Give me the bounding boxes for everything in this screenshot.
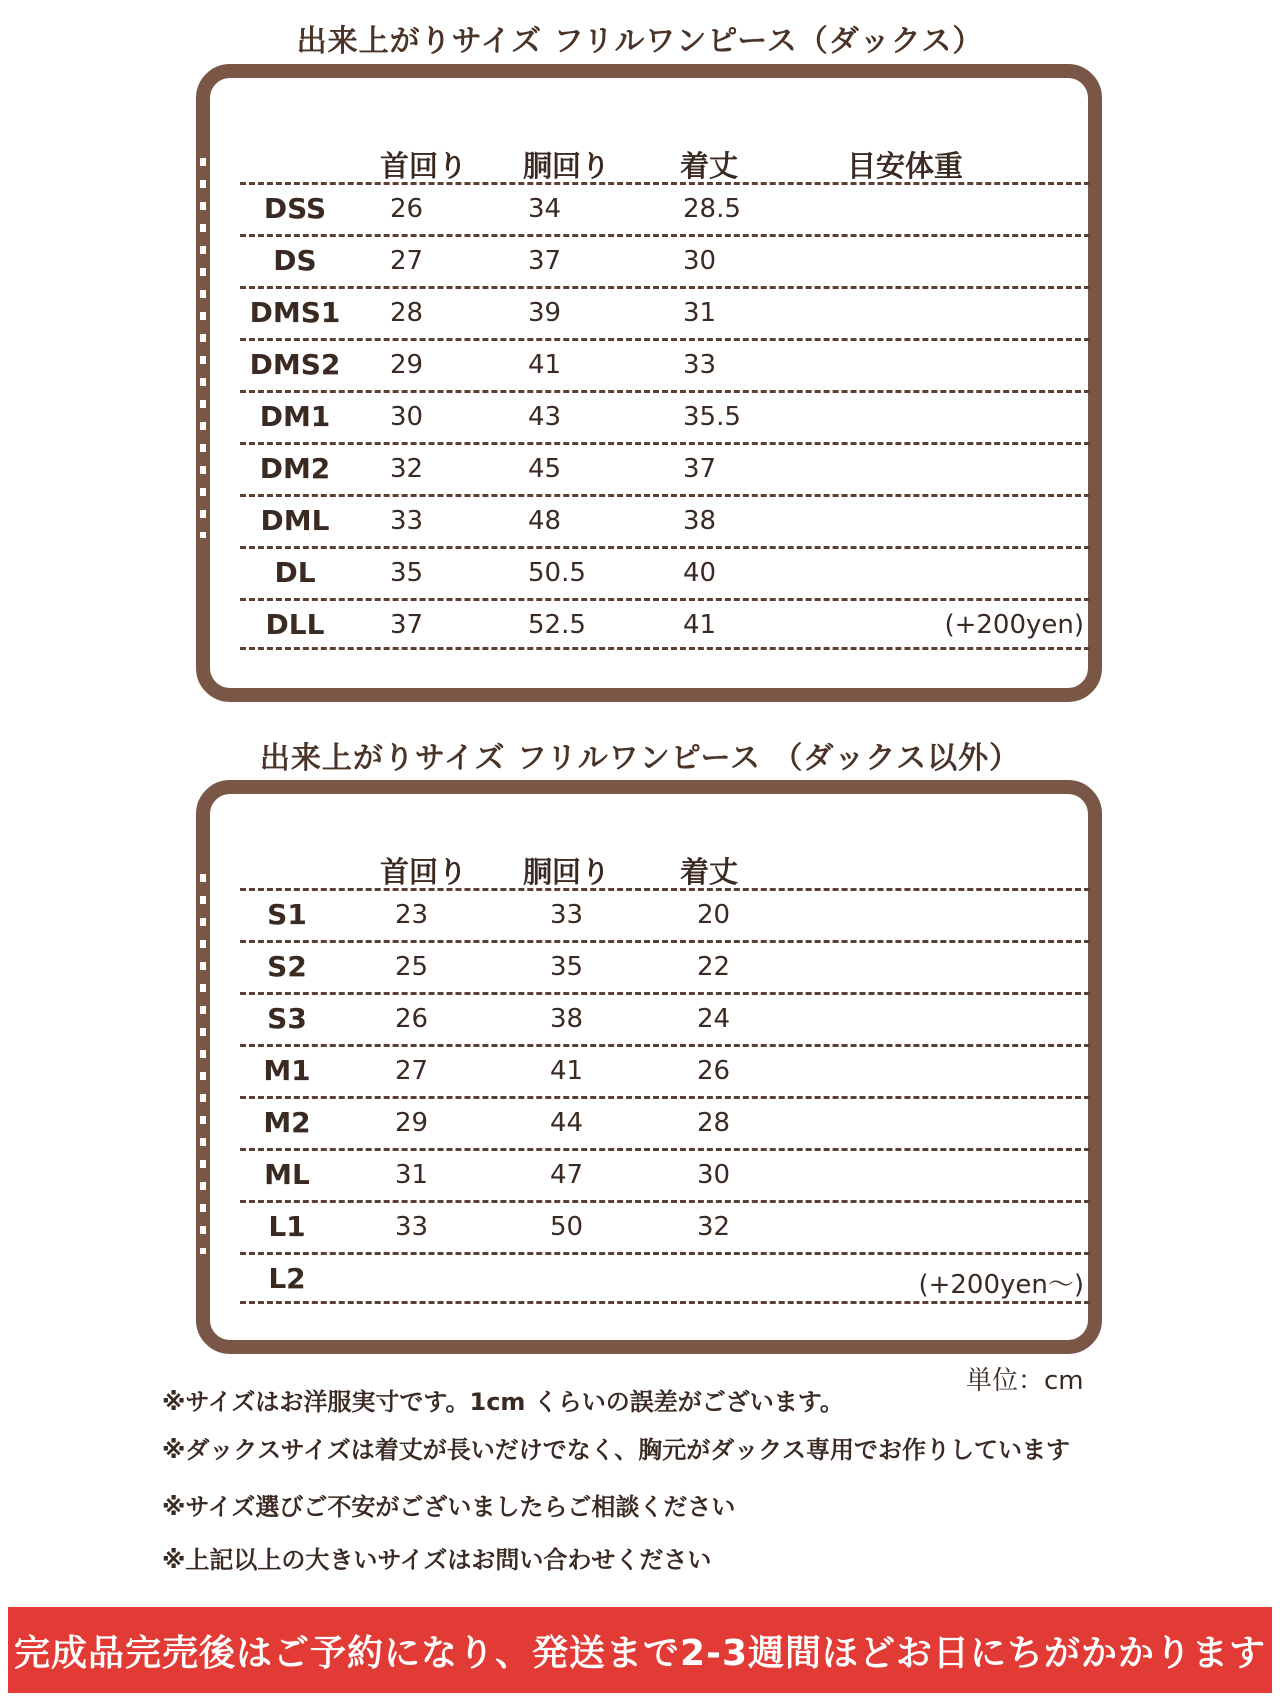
neck-cell: 29: [395, 1108, 429, 1138]
body-cell: 50.5: [528, 558, 586, 588]
length-cell: 28: [697, 1108, 731, 1138]
note-3: ※サイズ選びご不安がございましたらご相談ください: [162, 1493, 736, 1521]
size-cell: DM2: [259, 452, 331, 485]
neck-cell: 30: [390, 402, 424, 432]
neck-cell: 26: [395, 1004, 429, 1034]
body-cell: 44: [550, 1108, 584, 1138]
table-row: [240, 888, 1090, 940]
body-cell: 33: [550, 900, 584, 930]
neck-cell: 37: [390, 610, 424, 640]
table-row: [240, 1096, 1090, 1148]
body-cell: 50: [550, 1212, 584, 1242]
size-cell: L1: [268, 1210, 306, 1243]
size-cell: S1: [267, 898, 307, 931]
note-4: ※上記以上の大きいサイズはお問い合わせください: [162, 1546, 712, 1574]
size-cell: M2: [263, 1106, 311, 1139]
note-1: ※サイズはお洋服実寸です。1cm くらいの誤差がございます。: [162, 1388, 844, 1416]
size-cell: DM1: [259, 400, 331, 433]
size-cell: DMS1: [249, 296, 341, 329]
unit-label: 単位：cm: [966, 1366, 1084, 1396]
neck-cell: 27: [390, 246, 424, 276]
header-weight: 目安体重: [847, 149, 964, 183]
neck-cell: 32: [390, 454, 424, 484]
neck-cell: 26: [390, 194, 424, 224]
length-cell: 22: [697, 952, 731, 982]
header-length: 着丈: [680, 855, 739, 889]
size-cell: M1: [263, 1054, 311, 1087]
body-cell: 43: [528, 402, 562, 432]
neck-cell: 33: [395, 1212, 429, 1242]
table-row: [240, 494, 1090, 546]
table-row: [240, 286, 1090, 338]
length-cell: 30: [683, 246, 717, 276]
note-2: ※ダックスサイズは着丈が長いだけでなく、胸元がダックス専用でお作りしています: [162, 1436, 1070, 1464]
size-cell: DSS: [263, 192, 327, 225]
table-row: [240, 992, 1090, 1044]
note-cell: (+200yen〜): [918, 1270, 1084, 1300]
table-row: [240, 1252, 1090, 1304]
body-cell: 37: [528, 246, 562, 276]
body-cell: 52.5: [528, 610, 586, 640]
table1-frame: [196, 64, 1102, 702]
length-cell: 33: [683, 350, 717, 380]
size-cell: ML: [264, 1158, 310, 1191]
body-cell: 47: [550, 1160, 584, 1190]
header-length: 着丈: [680, 149, 739, 183]
neck-cell: 33: [390, 506, 424, 536]
table-row: [240, 598, 1090, 650]
length-cell: 24: [697, 1004, 731, 1034]
table-row: [240, 390, 1090, 442]
table1-title: 出来上がりサイズ フリルワンピース（ダックス）: [296, 24, 984, 59]
table2-title: 出来上がりサイズ フリルワンピース （ダックス以外）: [259, 741, 1021, 776]
table2-frame: [196, 780, 1102, 1354]
length-cell: 32: [697, 1212, 731, 1242]
length-cell: 20: [697, 900, 731, 930]
length-cell: 40: [683, 558, 717, 588]
neck-cell: 31: [395, 1160, 429, 1190]
size-cell: DML: [260, 504, 330, 537]
table-row: [240, 940, 1090, 992]
body-cell: 38: [550, 1004, 584, 1034]
size-cell: S3: [267, 1002, 307, 1035]
table-row: [240, 1044, 1090, 1096]
length-cell: 26: [697, 1056, 731, 1086]
size-cell: S2: [267, 950, 307, 983]
body-cell: 34: [528, 194, 562, 224]
size-cell: DMS2: [249, 348, 341, 381]
table-row: [240, 338, 1090, 390]
table1-header-row: [240, 132, 1090, 182]
size-cell: DL: [274, 556, 316, 589]
body-cell: 41: [528, 350, 562, 380]
length-cell: 37: [683, 454, 717, 484]
size-cell: DLL: [265, 608, 325, 641]
table2-header-row: [240, 838, 1090, 888]
neck-cell: 25: [395, 952, 429, 982]
neck-cell: 28: [390, 298, 424, 328]
length-cell: 31: [683, 298, 717, 328]
length-cell: 38: [683, 506, 717, 536]
body-cell: 39: [528, 298, 562, 328]
notice-banner: 完成品完売後はご予約になり、発送まで2-3週間ほどお日にちがかかります: [8, 1607, 1272, 1693]
neck-cell: 35: [390, 558, 424, 588]
table-row: [240, 234, 1090, 286]
size-cell: DS: [273, 244, 317, 277]
neck-cell: 23: [395, 900, 429, 930]
body-cell: 48: [528, 506, 562, 536]
length-cell: 28.5: [683, 194, 741, 224]
header-body: 胴回り: [523, 149, 611, 183]
length-cell: 30: [697, 1160, 731, 1190]
note-cell: (+200yen): [944, 610, 1084, 640]
header-body: 胴回り: [523, 855, 611, 889]
table-row: [240, 1200, 1090, 1252]
table-row: [240, 182, 1090, 234]
length-cell: 41: [683, 610, 717, 640]
length-cell: 35.5: [683, 402, 741, 432]
table1: [240, 132, 1090, 650]
size-cell: L2: [268, 1262, 306, 1295]
table-row: [240, 1148, 1090, 1200]
neck-cell: 27: [395, 1056, 429, 1086]
body-cell: 35: [550, 952, 584, 982]
table2: [240, 838, 1090, 1304]
header-neck: 首回り: [380, 855, 468, 889]
table-row: [240, 546, 1090, 598]
body-cell: 41: [550, 1056, 584, 1086]
neck-cell: 29: [390, 350, 424, 380]
table-row: [240, 442, 1090, 494]
body-cell: 45: [528, 454, 562, 484]
header-neck: 首回り: [380, 149, 468, 183]
